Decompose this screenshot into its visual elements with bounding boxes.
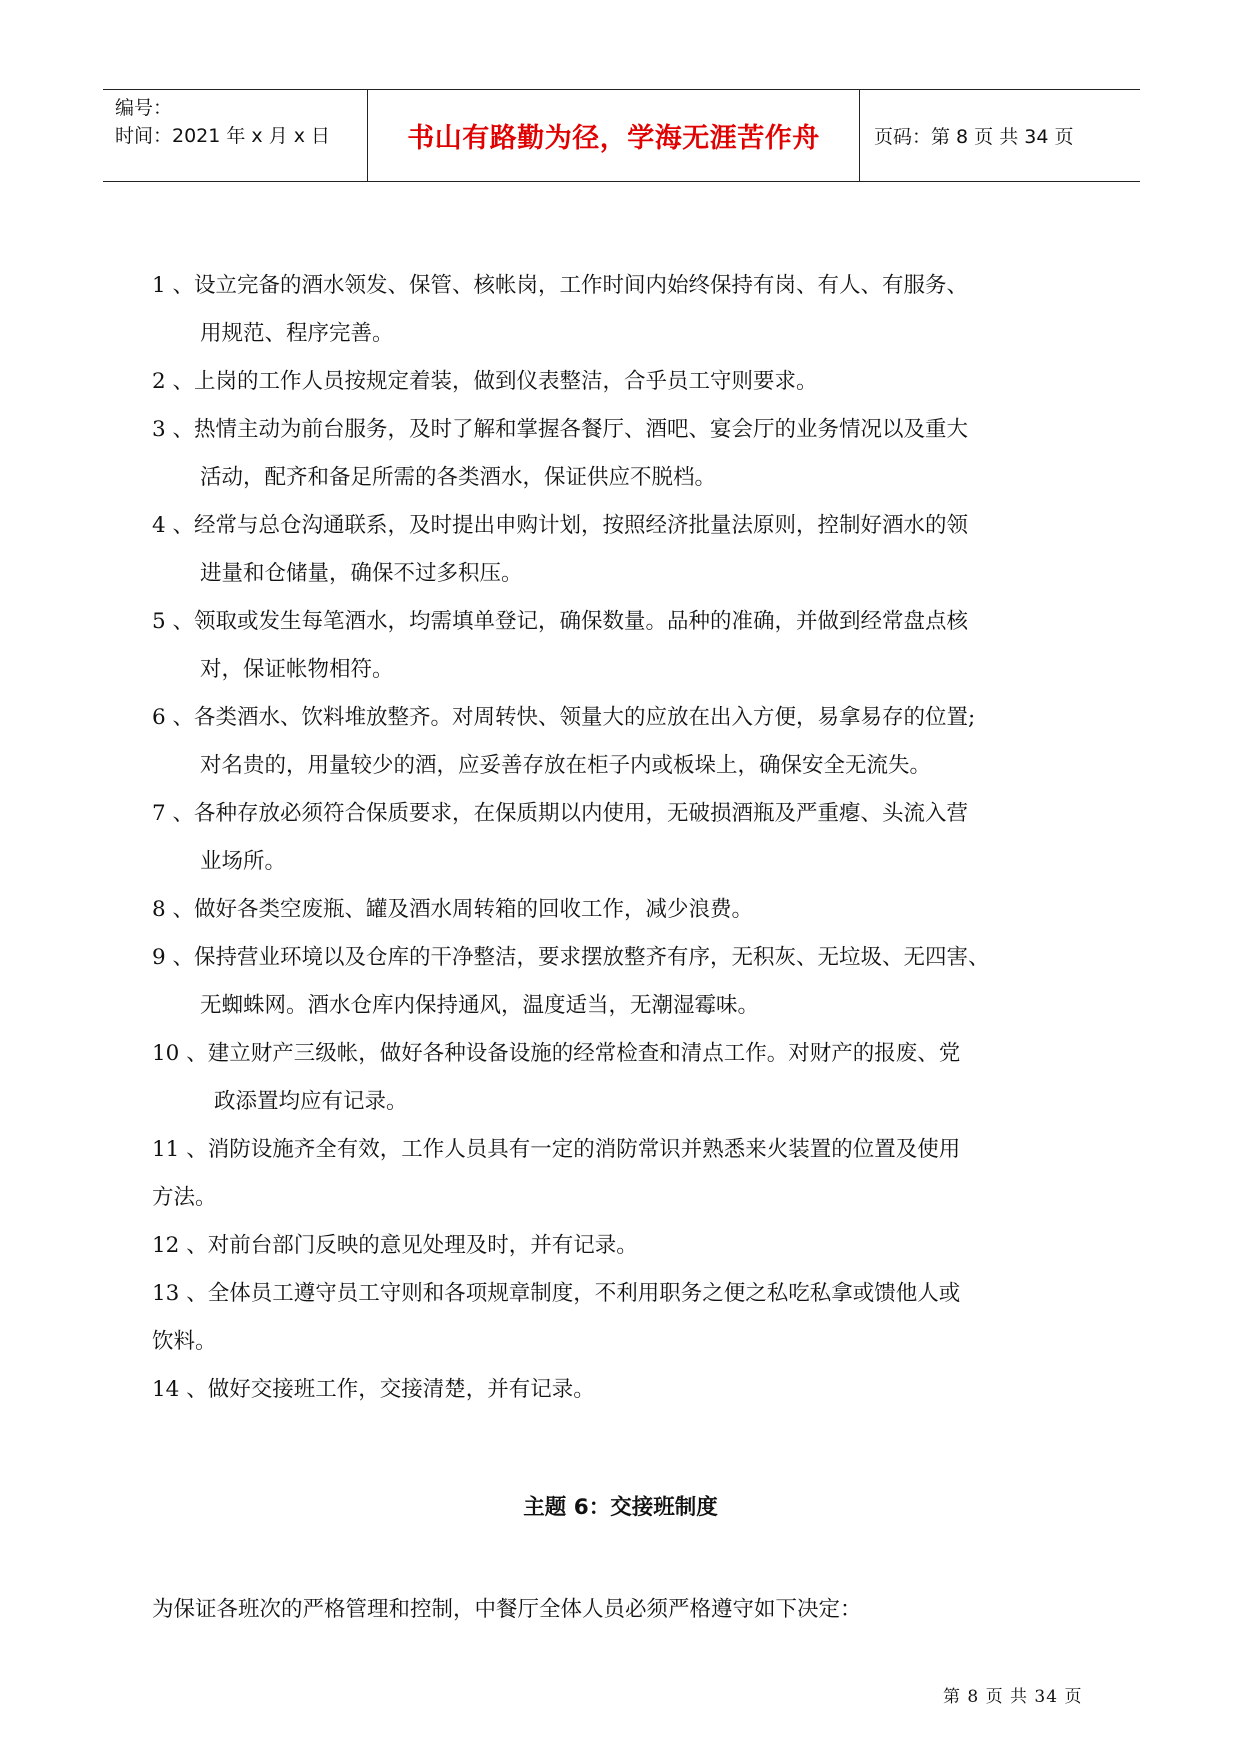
item-line-2: 饮料。: [152, 1329, 217, 1354]
list-item: [152, 1270, 1112, 1366]
item-line-2: 政添置均应有记录。: [214, 1089, 408, 1114]
number-label: 编号：: [115, 97, 173, 119]
item-line-1: 10 、建立财产三级帐，做好各种设备设施的经常检查和清点工作。对财产的报废、党: [152, 1041, 961, 1066]
list-item: [152, 502, 1112, 598]
header-motto-cell: [367, 90, 860, 181]
list-item: [152, 1222, 1112, 1270]
item-line-2: 方法。: [152, 1185, 217, 1210]
item-line-1: 9 、保持营业环境以及仓库的干净整洁，要求摆放整齐有序，无积灰、无垃圾、无四害、: [152, 945, 990, 970]
item-line-1: 2 、上岗的工作人员按规定着装，做到仪表整洁，合乎员工守则要求。: [152, 369, 818, 394]
list-item: [152, 694, 1112, 790]
list-item: [152, 406, 1112, 502]
item-line-2: 进量和仓储量，确保不过多积压。: [200, 561, 523, 586]
item-line-2: 业场所。: [200, 849, 287, 874]
item-line-2: 无蜘蛛网。酒水仓库内保持通风，温度适当，无潮湿霉味。: [200, 993, 760, 1018]
item-line-1: 6 、各类酒水、饮料堆放整齐。对周转快、领量大的应放在出入方便，易拿易存的位置;: [152, 705, 976, 730]
item-line-1: 5 、领取或发生每笔酒水，均需填单登记，确保数量。品种的准确，并做到经常盘点核: [152, 609, 969, 634]
list-item: [152, 1030, 1112, 1126]
item-line-2: 对，保证帐物相符。: [200, 657, 394, 682]
list-item: [152, 886, 1112, 934]
section-title: 主题 6：交接班制度: [523, 1495, 718, 1520]
item-line-2: 活动，配齐和备足所需的各类酒水，保证供应不脱档。: [200, 465, 717, 490]
list-item: [152, 790, 1112, 886]
list-item: [152, 262, 1112, 358]
header-meta: [103, 90, 367, 181]
list-item: [152, 358, 1112, 406]
item-line-1: 4 、经常与总仓沟通联系，及时提出申购计划，按照经济批量法原则，控制好酒水的领: [152, 513, 969, 538]
list-item: [152, 1126, 1112, 1222]
item-line-1: 11 、消防设施齐全有效，工作人员具有一定的消防常识并熟悉来火装置的位置及使用: [152, 1137, 961, 1162]
list-item: [152, 598, 1112, 694]
page-footer: 第 8 页 共 34 页: [943, 1687, 1083, 1707]
item-line-2: 用规范、程序完善。: [200, 321, 394, 346]
header-page-cell: [860, 90, 1140, 181]
header-page-label: 页码：第 8 页 共 34 页: [874, 126, 1074, 148]
item-line-2: 对名贵的，用量较少的酒，应妥善存放在柜子内或板垛上，确保安全无流失。: [200, 753, 932, 778]
rules-list: [152, 262, 1112, 1414]
intro-paragraph: 为保证各班次的严格管理和控制，中餐厅全体人员必须严格遵守如下决定：: [152, 1597, 862, 1622]
item-line-1: 13 、全体员工遵守员工守则和各项规章制度，不利用职务之便之私吃私拿或馈他人或: [152, 1281, 961, 1306]
item-line-1: 7 、各种存放必须符合保质要求，在保质期以内使用，无破损酒瓶及严重瘪、头流入营: [152, 801, 969, 826]
list-item: [152, 934, 1112, 1030]
item-line-1: 14 、做好交接班工作，交接清楚，并有记录。: [152, 1377, 595, 1402]
time-label: 时间：2021 年 x 月 x 日: [115, 125, 331, 147]
item-line-1: 1 、设立完备的酒水领发、保管、核帐岗，工作时间内始终保持有岗、有人、有服务、: [152, 273, 969, 298]
item-line-1: 8 、做好各类空废瓶、罐及酒水周转箱的回收工作，减少浪费。: [152, 897, 754, 922]
page-header: [103, 89, 1140, 182]
list-item: [152, 1366, 1112, 1414]
header-motto: 书山有路勤为径，学海无涯苦作舟: [407, 123, 820, 154]
item-line-1: 12 、对前台部门反映的意见处理及时，并有记录。: [152, 1233, 638, 1258]
item-line-1: 3 、热情主动为前台服务，及时了解和掌握各餐厅、酒吧、宴会厅的业务情况以及重大: [152, 417, 969, 442]
